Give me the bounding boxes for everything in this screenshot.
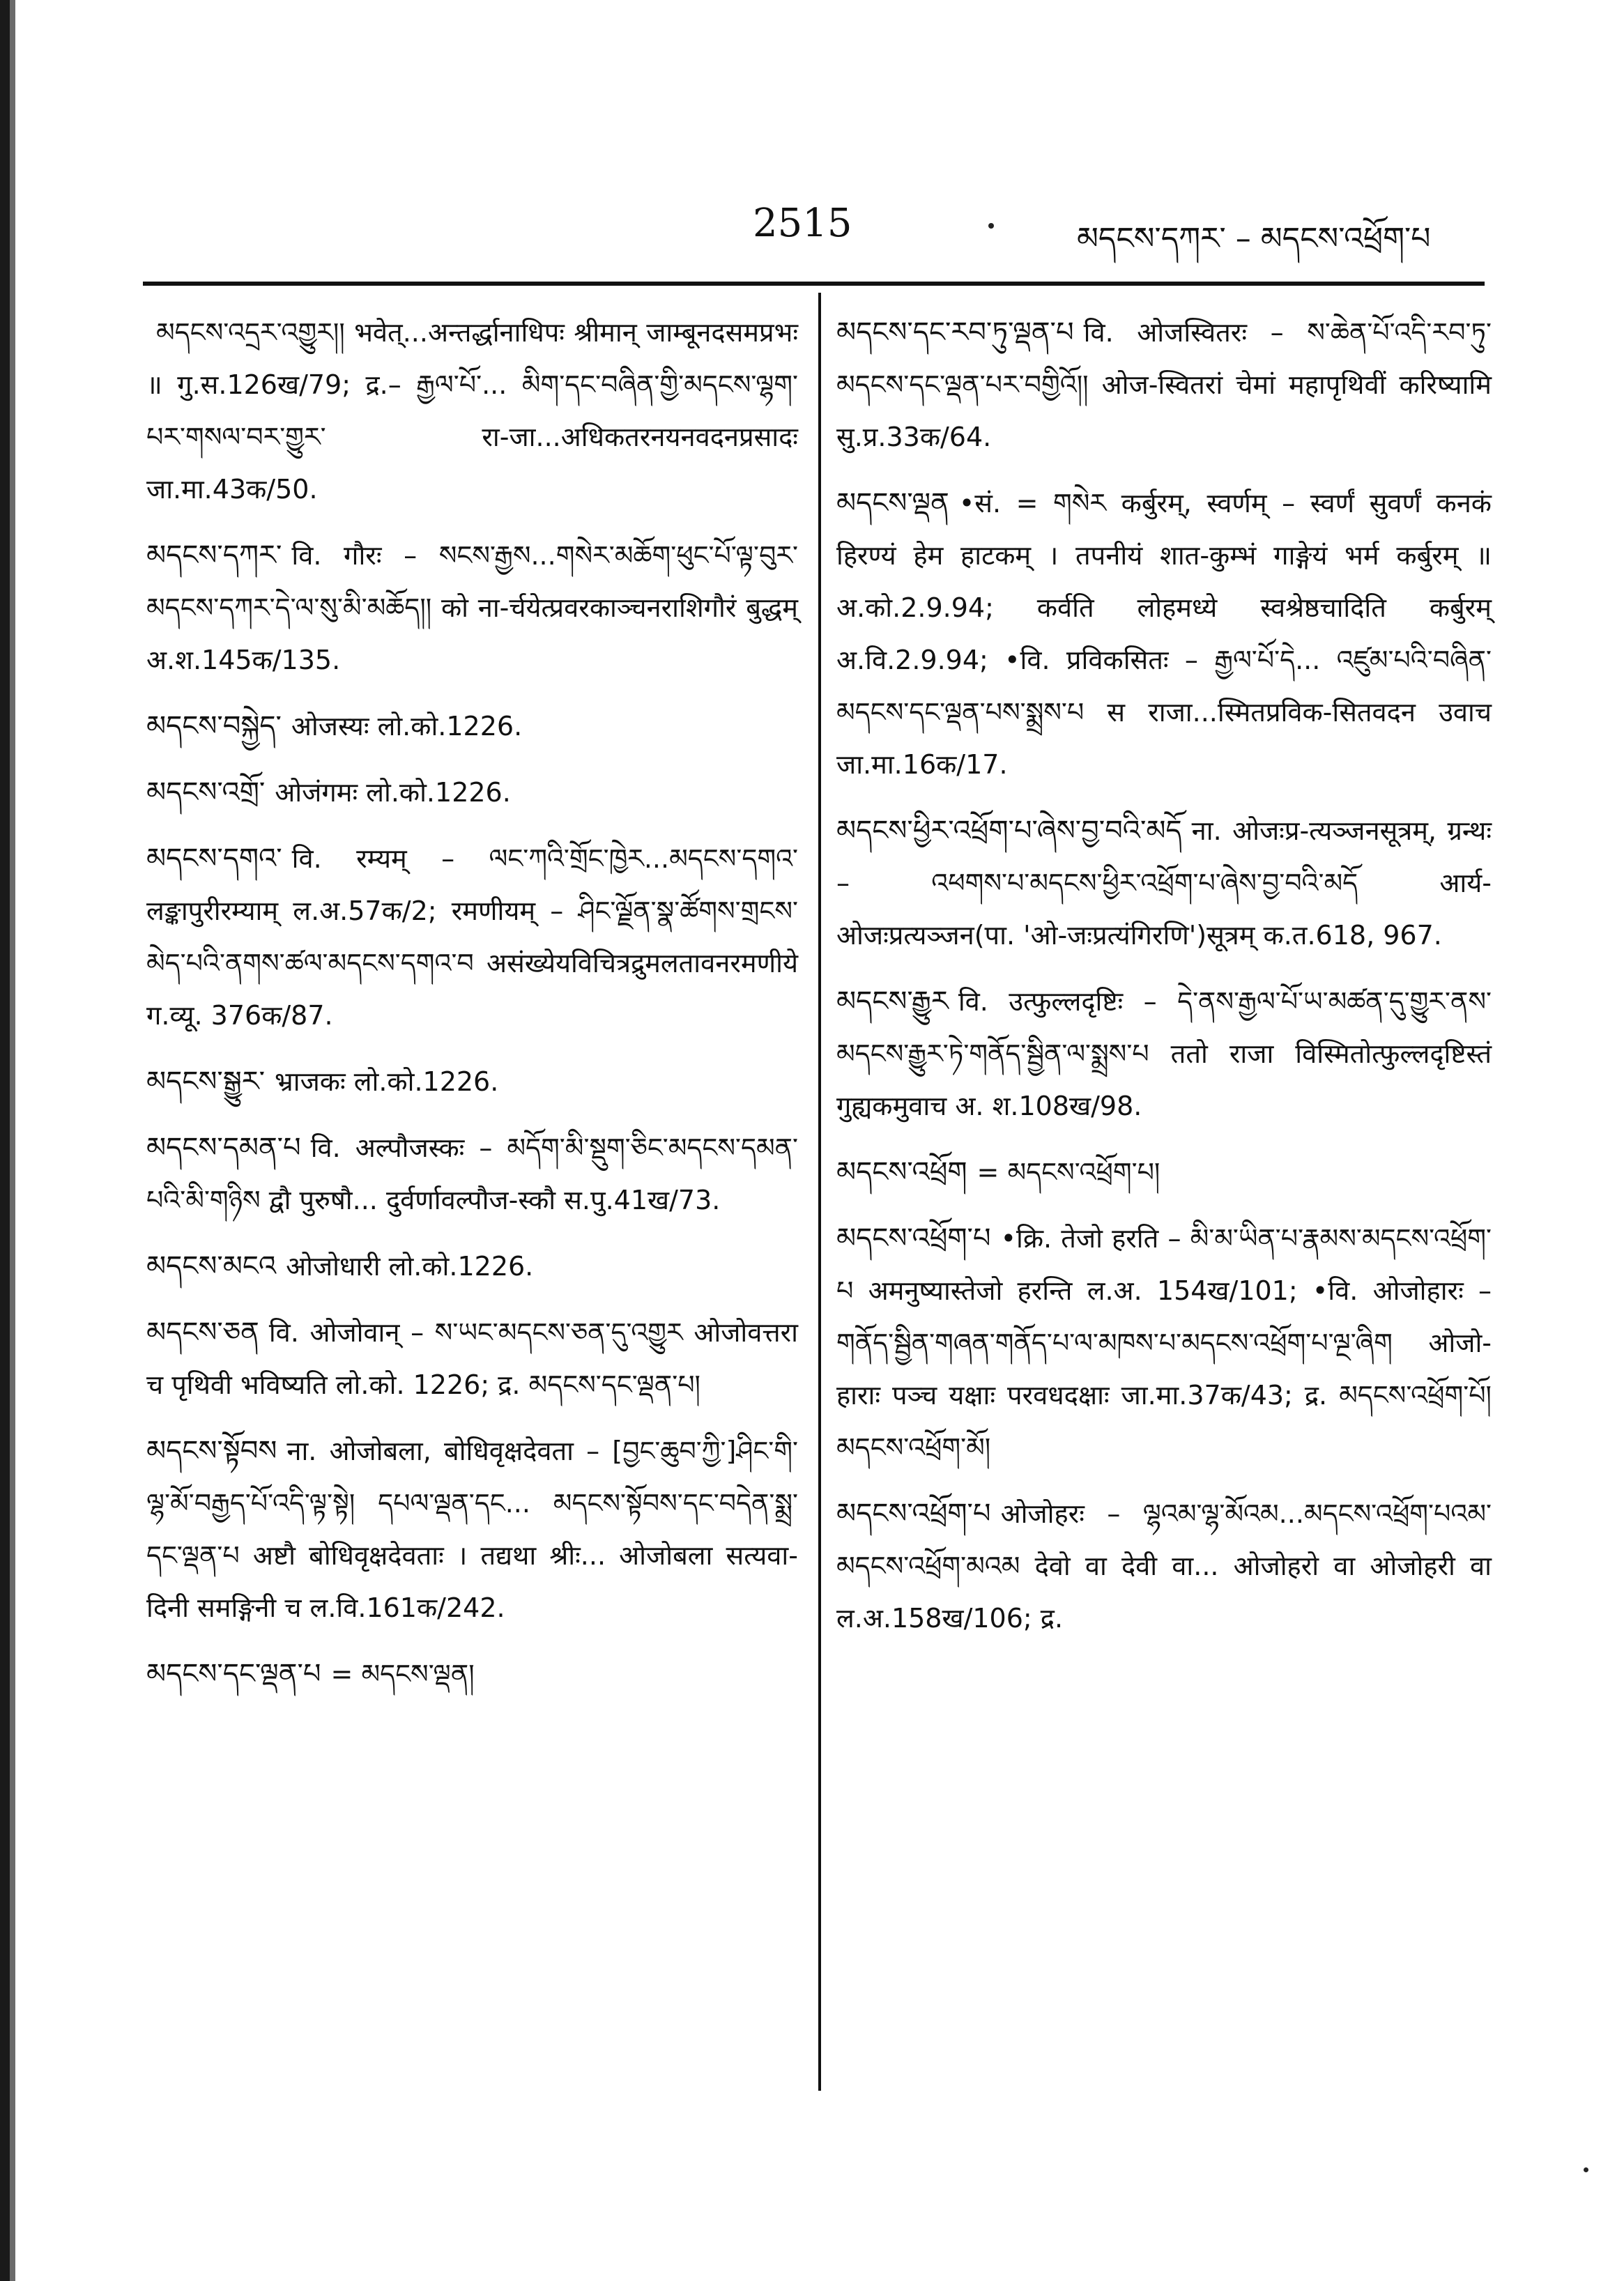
dictionary-entry — [836, 976, 1492, 1132]
dictionary-entry — [836, 1488, 1492, 1645]
entry-text: भ्राजकः लो.को.1226. — [275, 1066, 499, 1097]
entry-text: वि. रम्यम् – ལང་ཀའི་གྲོང་ཁྱེར...མདངས་དགའ་ लङ्कापुरीरम्याम् ल.अ.57क/2; रमणीयम् – ཤིང་ལྗོན་སྣ་ཚོགས་གྲངས་མེད་པའི་ནགས་ཚལ་མདངས་དགའ་བ असंख्येयविचित्रद्रुमलतावनरमणीये ग.व्यू. 376क/87. — [146, 843, 798, 1031]
entry-text: वि. ओजोवान् – ས་ཡང་མདངས་ཅན་དུ་འགྱུར ओजोवत्तरा च पृथिवी भविष्यति लो.को. 1226; द्र. མདངས་དང་ལྡན་པ། — [146, 1317, 798, 1400]
running-head: མདངས་དཀར་ – མདངས་འཕྲོག་པ — [1077, 221, 1431, 256]
dictionary-entry — [146, 1241, 798, 1293]
dictionary-entry — [836, 805, 1492, 962]
page-number: 2515 — [753, 201, 852, 246]
dictionary-entry — [146, 1425, 798, 1634]
entry-headword: མདངས་དགའ་ — [146, 843, 282, 875]
entry-text: ओजोधारी लो.को.1226. — [286, 1251, 534, 1282]
dictionary-entry — [836, 1213, 1492, 1474]
left-column — [146, 307, 798, 1714]
entry-headword: མདངས་འགྲོ་ — [146, 776, 266, 808]
entry-text: ओजोहरः – ལྷའམ་ལྷ་མོའམ...མདངས་འཕྲོག་པའམ་མདངས་འཕྲོག་མའམ देवो वा देवी वा... ओजोहरो वा ओजोहरी वा ल.अ.158ख/106; द्र. — [836, 1498, 1492, 1634]
dictionary-entry — [146, 767, 798, 819]
footer-dot — [1584, 2167, 1588, 2172]
header-rule — [143, 282, 1485, 286]
entry-text: वि. गौरः – སངས་རྒྱས...གསེར་མཆོག་ཕུང་པོ་ལྟ་བུར་མདངས་དཀར་དེ་ལ་སུ་མི་མཆོད།། को ना-र्चयेत्प्रवरकाञ्चनराशिगौरं बुद्धम् अ.श.145क/135. — [146, 540, 798, 675]
scan-edge-gradient — [10, 0, 15, 2281]
entry-text: •सं. = གསེར कर्बुरम्, स्वर्णम् – स्वर्णं सुवर्णं कनकं हिरण्यं हेम हाटकम् । तपनीयं शात-कुम्भं गाङ्गेयं भर्म कर्बुरम् ॥ अ.को.2.9.94; कर्वति लोहमध्ये स्वश्रेष्ठचादिति कर्बुरम् अ.वि.2.9.94; •वि. प्रविकसितः – རྒྱལ་པོ་དེ... འཛུམ་པའི་བཞིན་མདངས་དང་ལྡན་པས་སྨྲས་པ स राजा...स्मितप्रविक-सितवदन उवाच जा.मा.16क/17. — [836, 488, 1492, 780]
header-dot — [988, 223, 994, 229]
entry-headword: མདངས་འཕྲོག་པ — [836, 1222, 991, 1254]
entry-text: ओजंगमः लो.को.1226. — [275, 777, 511, 808]
entry-headword: མདངས་འཕྲོག་པ — [836, 1498, 991, 1530]
dictionary-entry — [146, 833, 798, 1042]
dictionary-entry — [836, 307, 1492, 463]
dictionary-entry — [146, 1056, 798, 1108]
entry-headword: མདངས་ཅན — [146, 1316, 259, 1349]
entry-text: ना. ओजोबला, बोधिवृक्षदेवता – [བྱང་ཆུབ་ཀྱི་]ཤིང་གི་ལྷ་མོ་བརྒྱད་པོ་འདི་ལྟ་སྟེ། དཔལ་ལྡན་དང... མདངས་སྟོབས་དང་བདེན་སྨྲ་དང་ལྡན་པ अष्टौ बोधिवृक्षदेवताः । तद्यथा श्रीः... ओजोबला सत्यवा-दिनी समङ्गिनी च ल.वि.161क/242. — [146, 1436, 798, 1623]
scan-edge-shadow — [0, 0, 10, 2281]
entry-text: वि. ओजस्वितरः – ས་ཆེན་པོ་འདི་རབ་ཏུ་མདངས་དང་ལྡན་པར་བགྱིའོ།། ओज-स्वितरां चेमां महापृथिवीं करिष्यामि सु.प्र.33क/64. — [836, 317, 1492, 452]
entry-headword: མདངས་ལྡན — [836, 487, 949, 519]
entry-text: ना. ओजःप्र-त्यञ्जनसूत्रम्, ग्रन्थः – འཕགས་པ་མདངས་ཕྱིར་འཕྲོག་པ་ཞེས་བྱ་བའི་མདོ आर्य-ओजःप्रत्यञ्जन(पा. 'ओ-जःप्रत्यंगिरणि')सूत्रम् क.त.618, 967. — [836, 815, 1492, 951]
entry-headword: མདངས་ཕྱིར་འཕྲོག་པ་ཞེས་བྱ་བའི་མདོ — [836, 815, 1182, 847]
right-column — [836, 307, 1492, 1659]
entry-text: མདངས་འདྲར་འགྱུར།། भवेत्...अन्तर्द्धानाधिपः श्रीमान् जाम्बूनदसमप्रभः ॥ गु.स.126ख/79; द्र.– རྒྱལ་པོ་... མིག་དང་བཞིན་གྱི་མདངས་ལྷག་པར་གསལ་བར་གྱུར་ रा-जा...अधिकतरनयनवदनप्रसादः जा.मा.43क/50. — [146, 317, 798, 505]
dictionary-entry — [146, 1648, 798, 1700]
entry-text: = མདངས་ལྡན། — [330, 1659, 475, 1689]
entry-headword: མདངས་སྒྱུར་ — [146, 1066, 266, 1098]
entry-headword: མདངས་རྒྱུར — [836, 985, 949, 1017]
entry-text: वि. अल्पौजस्कः – མདོག་མི་སྡུག་ཅིང་མདངས་དམན་པའི་མི་གཉིས द्वौ पुरुषौ... दुर्वर्णावल्पौज-स्कौ स.पु.41ख/73. — [146, 1132, 798, 1215]
entry-headword: མདངས་དང་ལྡན་པ — [146, 1658, 321, 1690]
entry-headword: མདངས་སྟོབས — [146, 1435, 277, 1467]
entry-headword: མདངས་འཕྲོག — [836, 1156, 967, 1188]
entry-headword: མདངས་བསྐྱེད་ — [146, 710, 282, 742]
dictionary-entry — [146, 307, 798, 516]
dictionary-entry — [146, 530, 798, 686]
entry-headword: མདངས་མངའ — [146, 1250, 277, 1282]
entry-text: वि. उत्फुल्लदृष्टिः – དེ་ནས་རྒྱལ་པོ་ཡ་མཚན་དུ་གྱུར་ནས་མདངས་རྒྱུར་ཏེ་གནོད་སྦྱིན་ལ་སྨྲས་པ ततो राजा विस्मितोत्फुल्लदृष्टिस्तं गुह्यकमुवाच अ. श.108ख/98. — [836, 986, 1492, 1121]
entry-text: = མདངས་འཕྲོག་པ། — [976, 1157, 1160, 1188]
dictionary-entry — [146, 1122, 798, 1227]
entry-headword: མདངས་དཀར་ — [146, 539, 282, 571]
entry-headword: མདངས་དམན་པ — [146, 1132, 301, 1164]
entry-headword: མདངས་དང་རབ་ཏུ་ལྡན་པ — [836, 316, 1074, 348]
entry-text: ओजस्यः लो.को.1226. — [291, 711, 523, 742]
dictionary-entry — [836, 1146, 1492, 1199]
entry-text: •क्रि. तेजो हरति – མི་མ་ཡིན་པ་རྣམས་མདངས་འཕྲོག་པ अमनुष्यास्तेजो हरन्ति ल.अ. 154ख/101; •वि. ओजोहारः – གནོད་སྦྱིན་གཞན་གནོད་པ་ལ་མཁས་པ་མདངས་འཕྲོག་པ་ལྔ་ཞིག ओजो-हाराः पञ्च यक्षाः परवधदक्षाः जा.मा.37क/43; द्र. མདངས་འཕྲོག་པོ། མདངས་འཕྲོག་མོ། — [836, 1223, 1492, 1463]
dictionary-entry — [836, 477, 1492, 791]
dictionary-entry — [146, 1307, 798, 1411]
column-divider — [818, 293, 821, 2091]
dictionary-entry — [146, 700, 798, 753]
